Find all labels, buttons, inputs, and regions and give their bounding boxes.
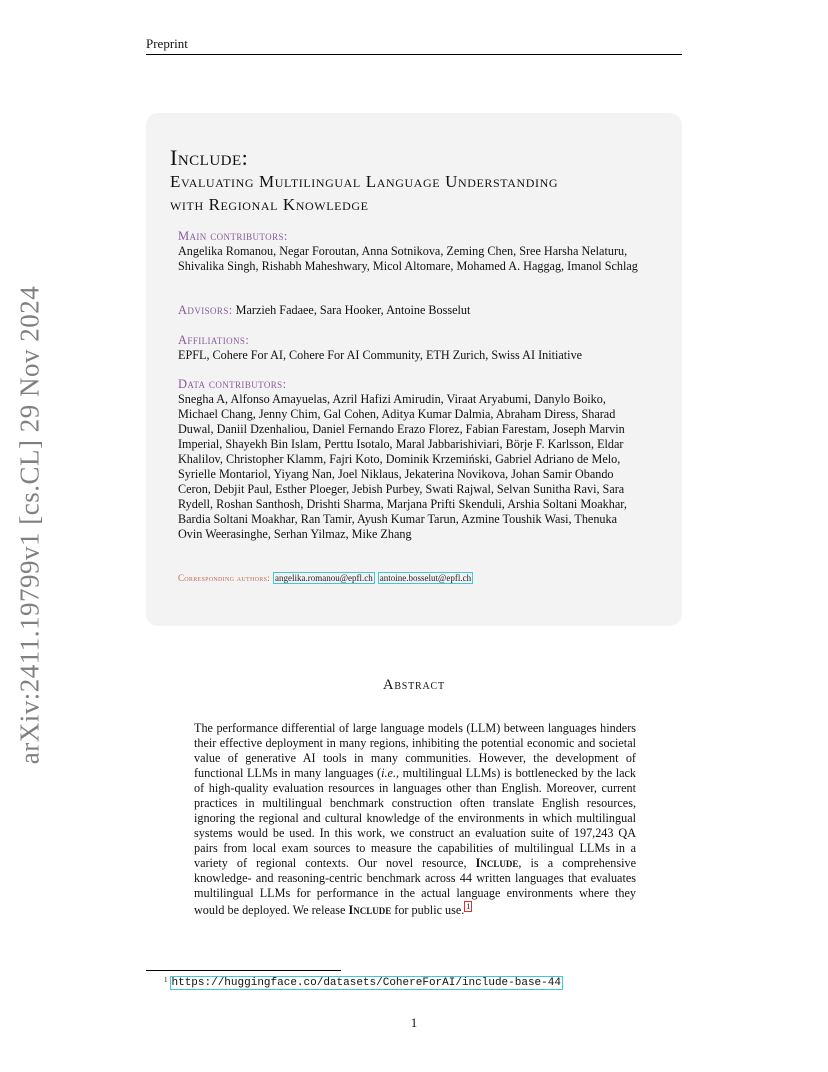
footnote-mark: 1: [164, 976, 168, 984]
abstract-body: [194, 721, 636, 918]
data-contributors-section: [178, 377, 638, 542]
affiliations-label: Affiliations:: [178, 333, 250, 347]
main-contributors-label: Main contributors:: [178, 229, 288, 243]
advisors-label: Advisors:: [178, 303, 233, 317]
abstract-text-2: , multilingual LLMs) is bottlenecked by the lack of high-quality evaluation resources in languages other than English. Moreover, current practices in multilingual benchmark construction often translate English resources, ignoring the regional and cultural knowledge of the environments in which multilingual systems would be used. In this work, we construct an evaluation suite of 197,243 QA pairs from local exam sources to measure the capabilities of multilingual LLMs in a variety of regional contexts. Our novel resource,: [194, 766, 636, 870]
abstract-text-3: , is a comprehensive knowledge- and reasoning-centric benchmark across 44 written languages that evaluates multilingual LLMs for performance in the actual language environments where they would be deployed. We release: [194, 856, 637, 918]
email-link-bosselut[interactable]: antoine.bosselut@epfl.ch: [379, 573, 472, 583]
corresponding-authors: [178, 572, 473, 584]
main-contributors-names: Angelika Romanou, Negar Foroutan, Anna Sotnikova, Zeming Chen, Sree Harsha Nelaturu, Shivalika Singh, Rishabh Maheshwary, Micol Altomare, Mohamed A. Haggag, Imanol Schlag: [178, 244, 638, 273]
benchmark-name: Include: [475, 856, 519, 870]
advisors-names: Marzieh Fadaee, Sara Hooker, Antoine Bosselut: [235, 303, 471, 317]
data-contributors-names: Snegha A, Alfonso Amayuelas, Azril Hafizi Amirudin, Viraat Aryabumi, Danylo Boiko, Michael Chang, Jenny Chim, Gal Cohen, Aditya Kumar Dalmia, Abraham Diress, Sharad Duwal, Daniil Dzenhaliou, Daniel Fernando Erazo Florez, Fabian Farestam, Joseph Marvin Imperial, Shayekh Bin Islam, Perttu Isotalo, Maral Jabbarishiviari, Börje F. Karlsson, Eldar Khalilov, Christopher Klamm, Fajri Koto, Dominik Krzemiński, Gabriel Adriano de Melo, Syrielle Montariol, Yiyang Nan, Joel Niklaus, Jekaterina Novikova, Johan Samir Obando Ceron, Debjit Paul, Esther Ploeger, Jebish Purbey, Swati Rajwal, Selvan Sunitha Ravi, Sara Rydell, Roshan Santhosh, Drishti Sharma, Marjana Prifti Skenduli, Arshia Soltani Moakhar, Bardia Soltani Moakhar, Ran Tamir, Ayush Kumar Tarun, Azmine Toushik Wasi, Thenuka Ovin Weerasinghe, Serhan Yilmaz, Mike Zhang: [178, 392, 627, 541]
paper-title-line2: Evaluating Multilingual Language Understanding: [170, 172, 559, 191]
advisors-section: [178, 303, 638, 318]
main-contributors-section: [178, 229, 638, 274]
email-link-romanou[interactable]: angelika.romanou@epfl.ch: [275, 573, 373, 583]
footnote: [164, 976, 563, 990]
footnote-ref-link[interactable]: 1: [466, 902, 471, 911]
footnote-rule: [146, 970, 341, 971]
page-number: 1: [410, 1015, 418, 1030]
corresponding-label: Corresponding authors:: [178, 573, 271, 583]
arxiv-id: arXiv:2411.19799v1 [cs.CL] 29 Nov 2024: [14, 285, 45, 765]
paper-title-main: Include:: [170, 145, 249, 170]
abstract-heading: Abstract: [383, 677, 445, 693]
affiliations-names: EPFL, Cohere For AI, Cohere For AI Community, ETH Zurich, Swiss AI Initiative: [178, 348, 583, 362]
abstract-text-1: The performance differential of large language models (LLM) between languages hinders their effective deployment in many regions, inhibiting the potential economic and societal value of generative AI tools in many communities. However, the development of functional LLMs in many languages (: [194, 721, 636, 780]
abstract-ie: i.e.: [381, 766, 397, 780]
paper-title-sub: [170, 170, 558, 216]
paper-title-line3: with Regional Knowledge: [170, 195, 369, 214]
footnote-url-link[interactable]: https://huggingface.co/datasets/CohereForAI/include-base-44: [171, 977, 561, 989]
data-contributors-label: Data contributors:: [178, 377, 287, 391]
abstract-text-4: for public use.: [391, 903, 465, 918]
running-header: Preprint: [146, 36, 682, 55]
affiliations-section: [178, 333, 638, 363]
benchmark-name-2: Include: [348, 903, 392, 918]
